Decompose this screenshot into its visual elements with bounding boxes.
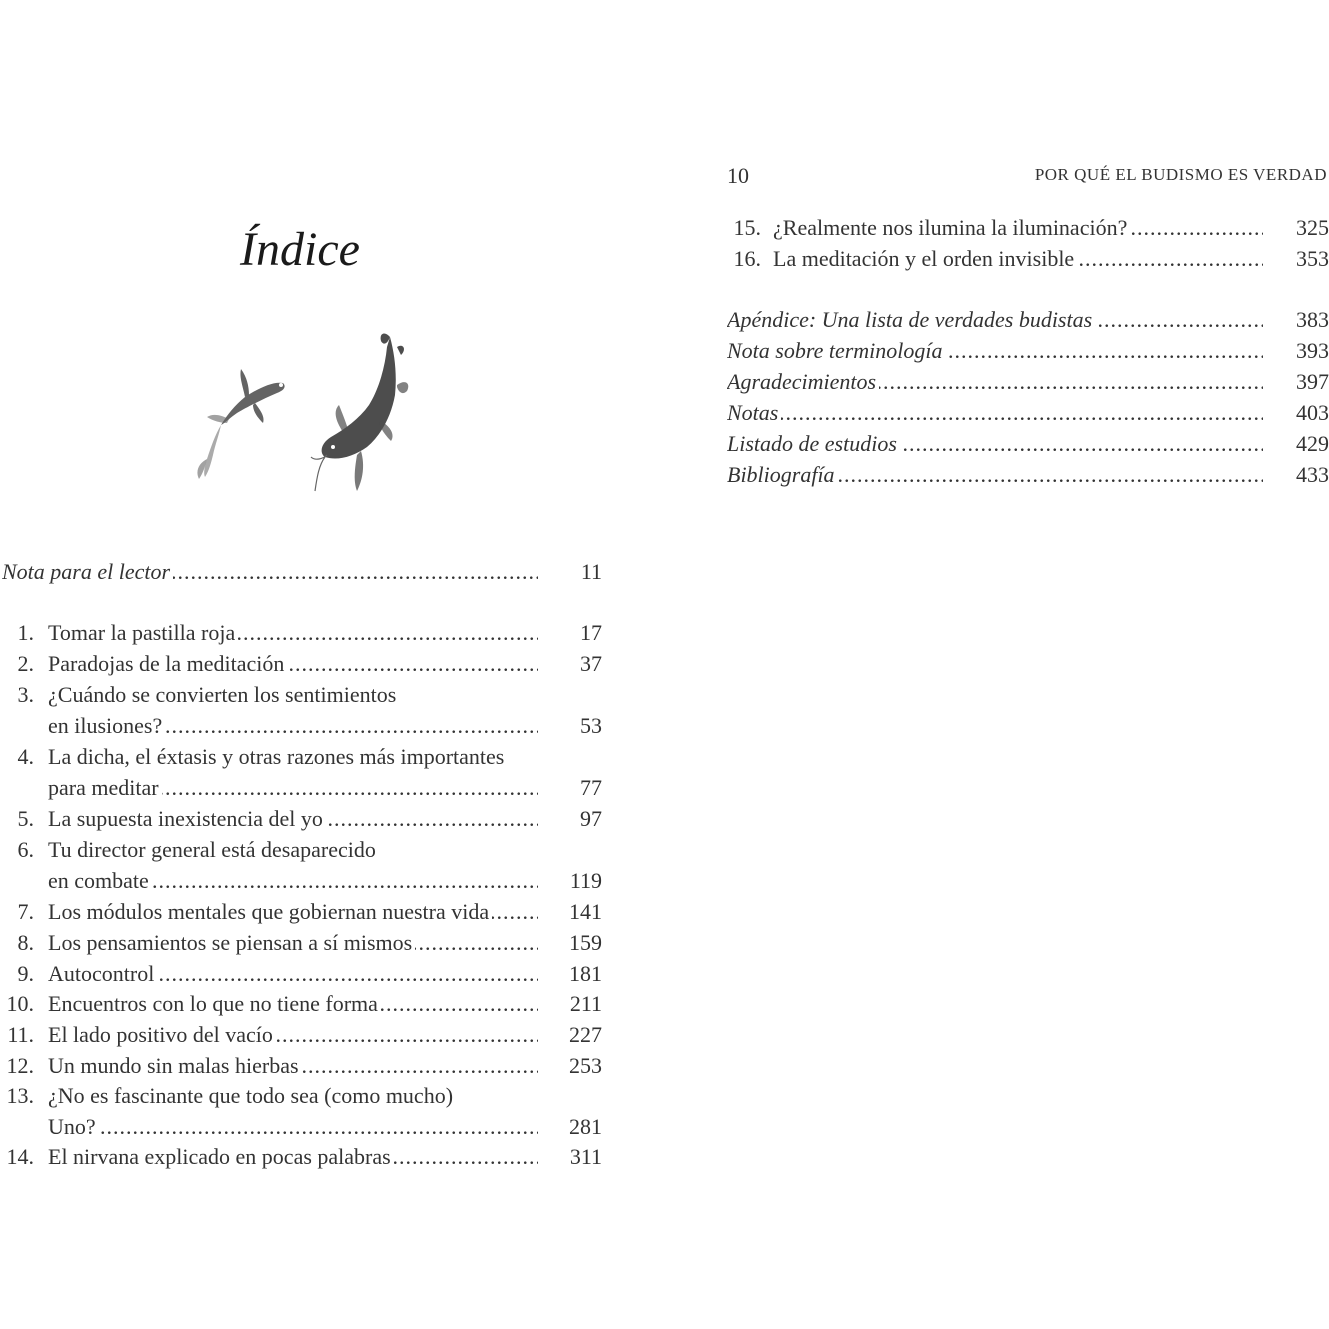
toc-entry [0,681,604,709]
page-ref: 383 [1296,307,1329,332]
page-title: Índice [240,223,360,276]
page-ref: 211 [569,991,602,1016]
toc-entry [0,619,604,647]
chapter-number: 13. [6,1083,34,1108]
toc-entry [0,1052,604,1080]
page-ref: 227 [569,1022,602,1047]
entry-title: Nota para el lector [2,559,173,584]
chapter-title: Los módulos mentales que gobiernan nuestra vida [48,899,492,924]
page-ref: 181 [569,961,602,986]
page-ref: 77 [580,775,602,800]
page-ref: 311 [569,1144,602,1169]
entry-title: Listado de estudios [727,431,900,456]
page-ref: 403 [1296,400,1329,425]
page-ref: 37 [580,651,602,676]
chapter-title: El nirvana explicado en pocas palabras [48,1144,394,1169]
page-ref: 397 [1296,369,1329,394]
page-ref: 325 [1296,215,1329,240]
chapter-number: 12. [6,1053,34,1078]
chapter-number: 11. [7,1022,34,1047]
chapter-number: 16. [733,246,761,271]
chapter-number: 10. [6,991,34,1016]
toc-entry [0,836,604,864]
toc-entry [0,1021,604,1049]
chapter-title: La supuesta inexistencia del yo [48,806,326,831]
chapter-title-continued: Uno? [48,1114,99,1139]
chapter-title: ¿No es fascinante que todo sea (como mucho) [48,1083,454,1108]
entry-title: Notas [727,400,781,425]
toc-entry [727,430,1329,458]
chapter-title: Paradojas de la meditación [48,651,287,676]
toc-entry-continued [0,712,604,740]
running-head: POR QUÉ EL BUDISMO ES VERDAD [1034,165,1327,184]
toc-entry [727,368,1329,396]
chapter-number: 2. [17,651,34,676]
toc-entry-continued [0,867,604,895]
toc-entry-continued [0,1113,604,1141]
chapter-title: Tomar la pastilla roja [48,620,238,645]
entry-title: Agradecimientos [727,369,879,394]
toc-entry [727,399,1329,427]
koi-fish-illustration [185,325,435,505]
page-number: 10 [727,163,749,188]
chapter-title: Los pensamientos se piensan a sí mismos [48,930,415,955]
chapter-title-continued: en combate [48,868,152,893]
page-ref: 393 [1296,338,1329,363]
toc-entry [2,558,604,586]
chapter-title: La dicha, el éxtasis y otras razones más importantes [48,744,505,769]
toc-entry [0,898,604,926]
chapter-number: 1. [17,620,34,645]
page-ref: 281 [569,1114,602,1139]
entry-title: Apéndice: Una lista de verdades budistas [727,307,1095,332]
toc-entry [727,245,1329,273]
toc-entry [727,337,1329,365]
page-ref: 141 [569,899,602,924]
page-ref: 119 [569,868,602,893]
chapter-number: 9. [17,961,34,986]
toc-entry [0,650,604,678]
page-ref: 53 [580,713,602,738]
chapter-number: 6. [17,837,34,862]
chapter-number: 15. [733,215,761,240]
toc-entry [0,1082,604,1110]
chapter-title: ¿Cuándo se convierten los sentimientos [48,682,397,707]
chapter-number: 3. [17,682,34,707]
chapter-number: 5. [17,806,34,831]
chapter-title-continued: para meditar [48,775,162,800]
toc-entry [727,461,1329,489]
chapter-number: 8. [17,930,34,955]
toc-entry [0,743,604,771]
page-ref: 159 [569,930,602,955]
toc-entry [0,990,604,1018]
page-ref: 97 [580,806,602,831]
toc-entry [0,929,604,957]
chapter-title: ¿Realmente nos ilumina la iluminación? [773,215,1130,240]
toc-entry [727,306,1329,334]
chapter-title: Tu director general está desaparecido [48,837,376,862]
entry-title: Nota sobre terminología [727,338,946,363]
page-ref: 433 [1296,462,1329,487]
toc-entry [0,805,604,833]
page-ref: 353 [1296,246,1329,271]
page-ref: 429 [1296,431,1329,456]
chapter-title: Autocontrol [48,961,157,986]
toc-entry [727,214,1329,242]
toc-entry [0,1143,604,1171]
page-ref: 17 [580,620,602,645]
chapter-title: El lado positivo del vacío [48,1022,276,1047]
page-ref: 11 [580,559,602,584]
chapter-number: 4. [17,744,34,769]
chapter-title-continued: en ilusiones? [48,713,165,738]
toc-entry-continued [0,774,604,802]
chapter-title: La meditación y el orden invisible [773,246,1077,271]
page-ref: 253 [569,1053,602,1078]
chapter-number: 14. [6,1144,34,1169]
toc-entry [0,960,604,988]
chapter-title: Encuentros con lo que no tiene forma [48,991,381,1016]
chapter-title: Un mundo sin malas hierbas [48,1053,302,1078]
chapter-number: 7. [17,899,34,924]
entry-title: Bibliografía [727,462,838,487]
